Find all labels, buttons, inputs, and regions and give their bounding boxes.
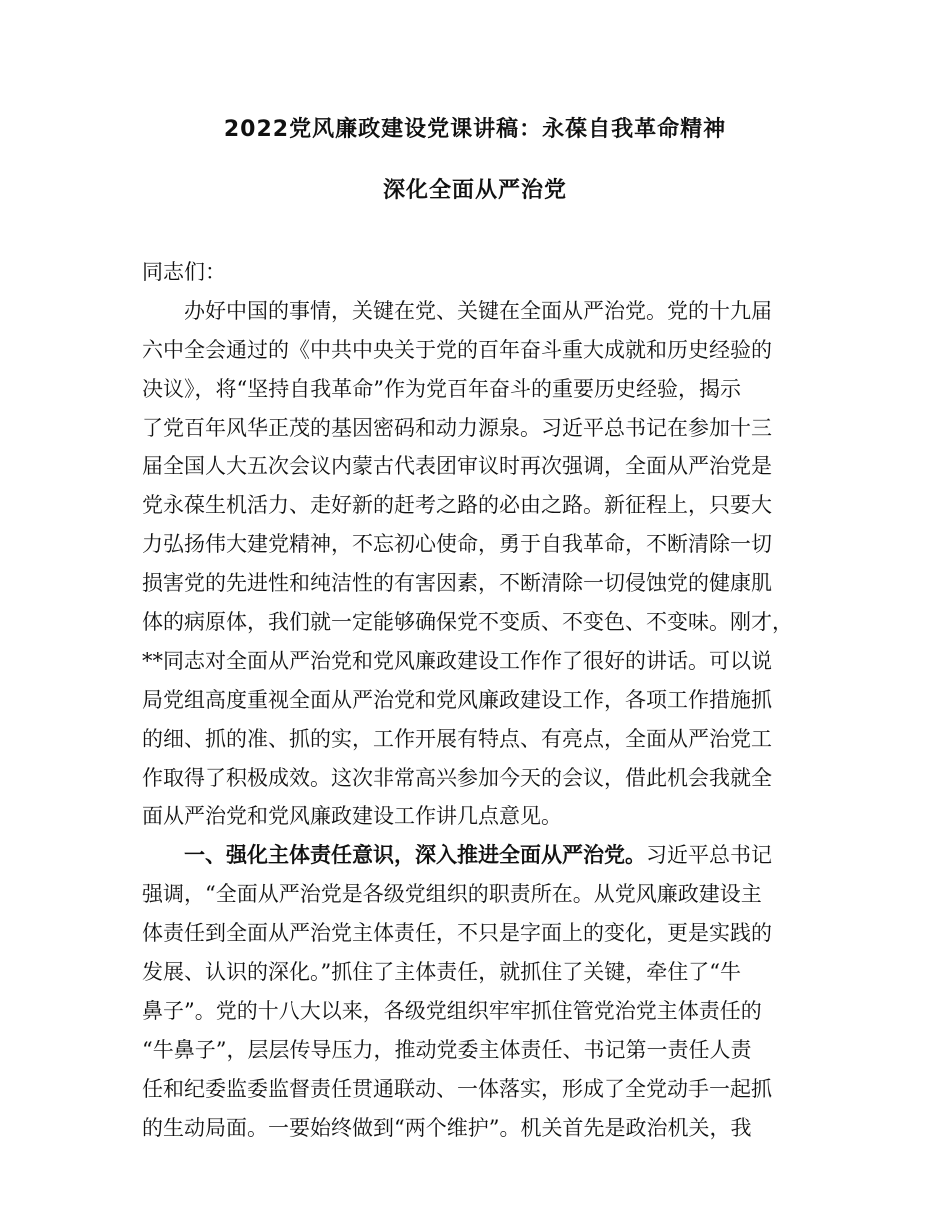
salutation: 同志们： bbox=[142, 260, 226, 284]
document-title-line-2: 深化全面从严治党 bbox=[382, 178, 567, 203]
document-body bbox=[142, 253, 802, 1147]
paragraph-line: 鼻子”。党的十八大以来，各级党组织牢牢抓住管党治党主体责任的 bbox=[142, 998, 762, 1023]
section-1 bbox=[142, 836, 802, 1147]
paragraph-1 bbox=[142, 292, 802, 836]
paragraph-line: 任和纪委监委监督责任贯通联动、一体落实，形成了全党动手一起抓 bbox=[142, 1076, 772, 1101]
paragraph-line: 办好中国的事情，关键在党、关键在全面从严治党。党的十九届 bbox=[184, 298, 772, 323]
paragraph-line: 届全国人大五次会议内蒙古代表团审议时再次强调，全面从严治党是 bbox=[142, 454, 772, 479]
paragraph-line: 力弘扬伟大建党精神，不忘初心使命，勇于自我革命，不断清除一切 bbox=[142, 532, 772, 557]
paragraph-line: 党永葆生机活力、走好新的赶考之路的必由之路。新征程上，只要大 bbox=[142, 493, 772, 518]
paragraph-line: 局党组高度重视全面从严治党和党风廉政建设工作，各项工作措施抓 bbox=[142, 687, 772, 712]
paragraph-line: **同志对全面从严治党和党风廉政建设工作作了很好的讲话。可以说 bbox=[142, 648, 772, 673]
paragraph-line: 了党百年风华正茂的基因密码和动力源泉。习近平总书记在参加十三 bbox=[142, 415, 772, 440]
paragraph-line: 体的病原体，我们就一定能够确保党不变质、不变色、不变味。刚才， bbox=[142, 610, 793, 635]
document-title-line-1: 2022党风廉政建设党课讲稿：永葆自我革命精神 bbox=[223, 117, 727, 142]
paragraph-line: 六中全会通过的《中共中央关于党的百年奋斗重大成就和历史经验的 bbox=[142, 337, 772, 362]
paragraph-line: 损害党的先进性和纯洁性的有害因素，不断清除一切侵蚀党的健康肌 bbox=[142, 571, 772, 596]
paragraph-line: 面从严治党和党风廉政建设工作讲几点意见。 bbox=[142, 804, 562, 829]
paragraph-line: 强调，“全面从严治党是各级党组织的职责所在。从党风廉政建设主 bbox=[142, 882, 762, 907]
paragraph-line: 的细、抓的准、抓的实，工作开展有特点、有亮点，全面从严治党工 bbox=[142, 726, 772, 751]
paragraph-line: 发展、认识的深化。”抓住了主体责任，就抓住了关键，牵住了“牛 bbox=[142, 960, 741, 985]
section-1-first-line-text: 习近平总书记 bbox=[646, 843, 772, 868]
paragraph-line: “牛鼻子”，层层传导压力，推动党委主体责任、书记第一责任人责 bbox=[142, 1037, 752, 1062]
paragraph-line: 的生动局面。一要始终做到“两个维护”。机关首先是政治机关，我 bbox=[142, 1115, 752, 1140]
section-1-first-line bbox=[142, 836, 802, 875]
paragraph-line: 决议》，将“坚持自我革命”作为党百年奋斗的重要历史经验，揭示 bbox=[142, 376, 741, 401]
paragraph-line: 作取得了积极成效。这次非常高兴参加今天的会议，借此机会我就全 bbox=[142, 765, 772, 790]
paragraph-line: 体责任到全面从严治党主体责任，不只是字面上的变化，更是实践的 bbox=[142, 921, 772, 946]
section-1-heading: 一、强化主体责任意识，深入推进全面从严治党。 bbox=[184, 843, 646, 868]
